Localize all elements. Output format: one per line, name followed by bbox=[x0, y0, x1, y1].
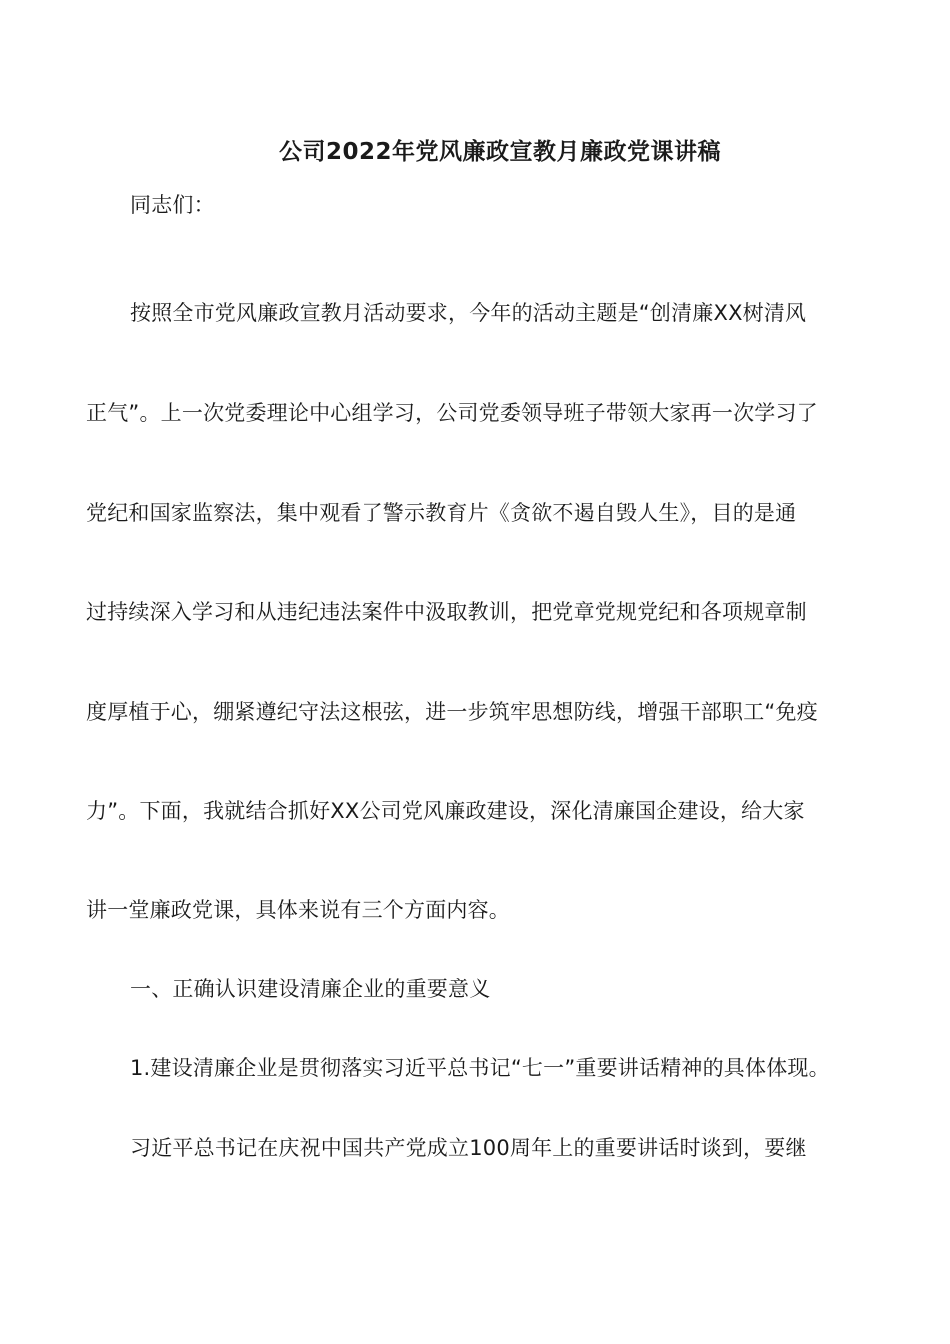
body-line-8: 习近平总书记在庆祝中国共产党成立100周年上的重要讲话时谈到，要继 bbox=[130, 1136, 807, 1160]
body-line-1: 按照全市党风廉政宣教月活动要求，今年的活动主题是“创清廉XX树清风 bbox=[130, 301, 807, 325]
body-line-3: 党纪和国家监察法，集中观看了警示教育片《贪欲不遏自毁人生》，目的是通 bbox=[86, 501, 797, 525]
document-title: 公司2022年党风廉政宣教月廉政党课讲稿 bbox=[278, 139, 721, 165]
subsection-heading-1: 1.建设清廉企业是贯彻落实习近平总书记“七一”重要讲话精神的具体体现。 bbox=[130, 1056, 830, 1080]
section-heading-1: 一、正确认识建设清廉企业的重要意义 bbox=[130, 977, 491, 1001]
body-line-5: 度厚植于心，绷紧遵纪守法这根弦，进一步筑牢思想防线，增强干部职工“免疫 bbox=[86, 700, 818, 724]
salutation-line: 同志们： bbox=[130, 193, 215, 217]
body-line-4: 过持续深入学习和从违纪违法案件中汲取教训，把党章党规党纪和各项规章制 bbox=[86, 600, 807, 624]
body-line-6: 力”。下面，我就结合抓好XX公司党风廉政建设，深化清廉国企建设，给大家 bbox=[86, 799, 805, 823]
body-line-2: 正气”。上一次党委理论中心组学习，公司党委领导班子带领大家再一次学习了 bbox=[86, 401, 818, 425]
body-line-7: 讲一堂廉政党课，具体来说有三个方面内容。 bbox=[86, 898, 510, 922]
